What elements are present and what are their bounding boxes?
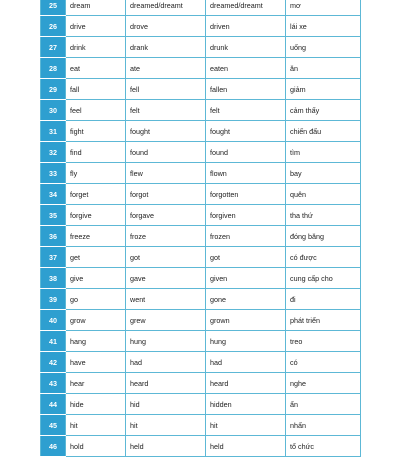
table-row xyxy=(41,415,361,436)
table-row xyxy=(41,0,361,16)
past-simple-cell: flew xyxy=(126,163,206,184)
base-form-cell: go xyxy=(66,289,126,310)
base-form-cell: grow xyxy=(66,310,126,331)
verb-table-body xyxy=(41,0,361,457)
meaning-cell: lái xe xyxy=(286,16,361,37)
row-number: 30 xyxy=(41,100,66,121)
meaning-cell: có xyxy=(286,352,361,373)
past-simple-cell: grew xyxy=(126,310,206,331)
table-row xyxy=(41,37,361,58)
row-number: 43 xyxy=(41,373,66,394)
past-participle-cell: forgotten xyxy=(206,184,286,205)
meaning-cell: cảm thấy xyxy=(286,100,361,121)
past-participle-cell: frozen xyxy=(206,226,286,247)
base-form-cell: hit xyxy=(66,415,126,436)
table-row xyxy=(41,100,361,121)
past-participle-cell: had xyxy=(206,352,286,373)
row-number: 42 xyxy=(41,352,66,373)
row-number: 29 xyxy=(41,79,66,100)
past-simple-cell: fell xyxy=(126,79,206,100)
table-row xyxy=(41,331,361,352)
row-number: 46 xyxy=(41,436,66,457)
meaning-cell: ăn xyxy=(286,58,361,79)
row-number: 40 xyxy=(41,310,66,331)
past-simple-cell: ate xyxy=(126,58,206,79)
base-form-cell: dream xyxy=(66,0,126,16)
past-simple-cell: hung xyxy=(126,331,206,352)
meaning-cell: nhấn xyxy=(286,415,361,436)
meaning-cell: ẩn xyxy=(286,394,361,415)
base-form-cell: forget xyxy=(66,184,126,205)
base-form-cell: give xyxy=(66,268,126,289)
table-row xyxy=(41,394,361,415)
past-simple-cell: drank xyxy=(126,37,206,58)
past-simple-cell: heard xyxy=(126,373,206,394)
table-row xyxy=(41,268,361,289)
meaning-cell: quên xyxy=(286,184,361,205)
base-form-cell: fight xyxy=(66,121,126,142)
base-form-cell: drive xyxy=(66,16,126,37)
row-number: 37 xyxy=(41,247,66,268)
meaning-cell: có được xyxy=(286,247,361,268)
meaning-cell: nghe xyxy=(286,373,361,394)
base-form-cell: hear xyxy=(66,373,126,394)
row-number: 26 xyxy=(41,16,66,37)
table-row xyxy=(41,226,361,247)
past-simple-cell: had xyxy=(126,352,206,373)
base-form-cell: get xyxy=(66,247,126,268)
past-simple-cell: gave xyxy=(126,268,206,289)
irregular-verbs-table xyxy=(40,0,361,457)
past-simple-cell: forgot xyxy=(126,184,206,205)
past-participle-cell: flown xyxy=(206,163,286,184)
row-number: 45 xyxy=(41,415,66,436)
past-participle-cell: forgiven xyxy=(206,205,286,226)
meaning-cell: bay xyxy=(286,163,361,184)
past-simple-cell: got xyxy=(126,247,206,268)
base-form-cell: drink xyxy=(66,37,126,58)
past-participle-cell: hit xyxy=(206,415,286,436)
past-simple-cell: dreamed/dreamt xyxy=(126,0,206,16)
row-number: 39 xyxy=(41,289,66,310)
meaning-cell: đóng băng xyxy=(286,226,361,247)
meaning-cell: phát triển xyxy=(286,310,361,331)
past-simple-cell: went xyxy=(126,289,206,310)
meaning-cell: giảm xyxy=(286,79,361,100)
row-number: 41 xyxy=(41,331,66,352)
past-simple-cell: drove xyxy=(126,16,206,37)
row-number: 28 xyxy=(41,58,66,79)
past-participle-cell: fought xyxy=(206,121,286,142)
past-simple-cell: felt xyxy=(126,100,206,121)
base-form-cell: hide xyxy=(66,394,126,415)
meaning-cell: tìm xyxy=(286,142,361,163)
row-number: 36 xyxy=(41,226,66,247)
base-form-cell: have xyxy=(66,352,126,373)
past-simple-cell: forgave xyxy=(126,205,206,226)
table-row xyxy=(41,184,361,205)
row-number: 35 xyxy=(41,205,66,226)
past-simple-cell: fought xyxy=(126,121,206,142)
row-number: 32 xyxy=(41,142,66,163)
past-simple-cell: froze xyxy=(126,226,206,247)
past-simple-cell: found xyxy=(126,142,206,163)
table-row xyxy=(41,58,361,79)
row-number: 33 xyxy=(41,163,66,184)
meaning-cell: đi xyxy=(286,289,361,310)
past-simple-cell: hid xyxy=(126,394,206,415)
base-form-cell: freeze xyxy=(66,226,126,247)
table-row xyxy=(41,121,361,142)
meaning-cell: tha thứ xyxy=(286,205,361,226)
base-form-cell: forgive xyxy=(66,205,126,226)
past-participle-cell: fallen xyxy=(206,79,286,100)
past-simple-cell: held xyxy=(126,436,206,457)
row-number: 38 xyxy=(41,268,66,289)
past-participle-cell: held xyxy=(206,436,286,457)
meaning-cell: cung cấp cho xyxy=(286,268,361,289)
past-participle-cell: given xyxy=(206,268,286,289)
table-row xyxy=(41,16,361,37)
past-participle-cell: gone xyxy=(206,289,286,310)
table-row xyxy=(41,79,361,100)
row-number: 31 xyxy=(41,121,66,142)
base-form-cell: eat xyxy=(66,58,126,79)
past-participle-cell: drunk xyxy=(206,37,286,58)
base-form-cell: fall xyxy=(66,79,126,100)
table-row xyxy=(41,247,361,268)
past-participle-cell: driven xyxy=(206,16,286,37)
past-participle-cell: got xyxy=(206,247,286,268)
table-row xyxy=(41,352,361,373)
meaning-cell: mơ xyxy=(286,0,361,16)
past-simple-cell: hit xyxy=(126,415,206,436)
past-participle-cell: hung xyxy=(206,331,286,352)
past-participle-cell: felt xyxy=(206,100,286,121)
past-participle-cell: hidden xyxy=(206,394,286,415)
meaning-cell: uống xyxy=(286,37,361,58)
base-form-cell: find xyxy=(66,142,126,163)
row-number: 25 xyxy=(41,0,66,16)
base-form-cell: fly xyxy=(66,163,126,184)
past-participle-cell: eaten xyxy=(206,58,286,79)
past-participle-cell: grown xyxy=(206,310,286,331)
base-form-cell: hang xyxy=(66,331,126,352)
table-row xyxy=(41,310,361,331)
past-participle-cell: heard xyxy=(206,373,286,394)
meaning-cell: treo xyxy=(286,331,361,352)
base-form-cell: hold xyxy=(66,436,126,457)
table-row xyxy=(41,142,361,163)
past-participle-cell: dreamed/dreamt xyxy=(206,0,286,16)
past-participle-cell: found xyxy=(206,142,286,163)
meaning-cell: tổ chức xyxy=(286,436,361,457)
base-form-cell: feel xyxy=(66,100,126,121)
table-row xyxy=(41,373,361,394)
table-row xyxy=(41,205,361,226)
table-row xyxy=(41,163,361,184)
row-number: 44 xyxy=(41,394,66,415)
table-row xyxy=(41,436,361,457)
row-number: 34 xyxy=(41,184,66,205)
table-row xyxy=(41,289,361,310)
row-number: 27 xyxy=(41,37,66,58)
meaning-cell: chiến đấu xyxy=(286,121,361,142)
